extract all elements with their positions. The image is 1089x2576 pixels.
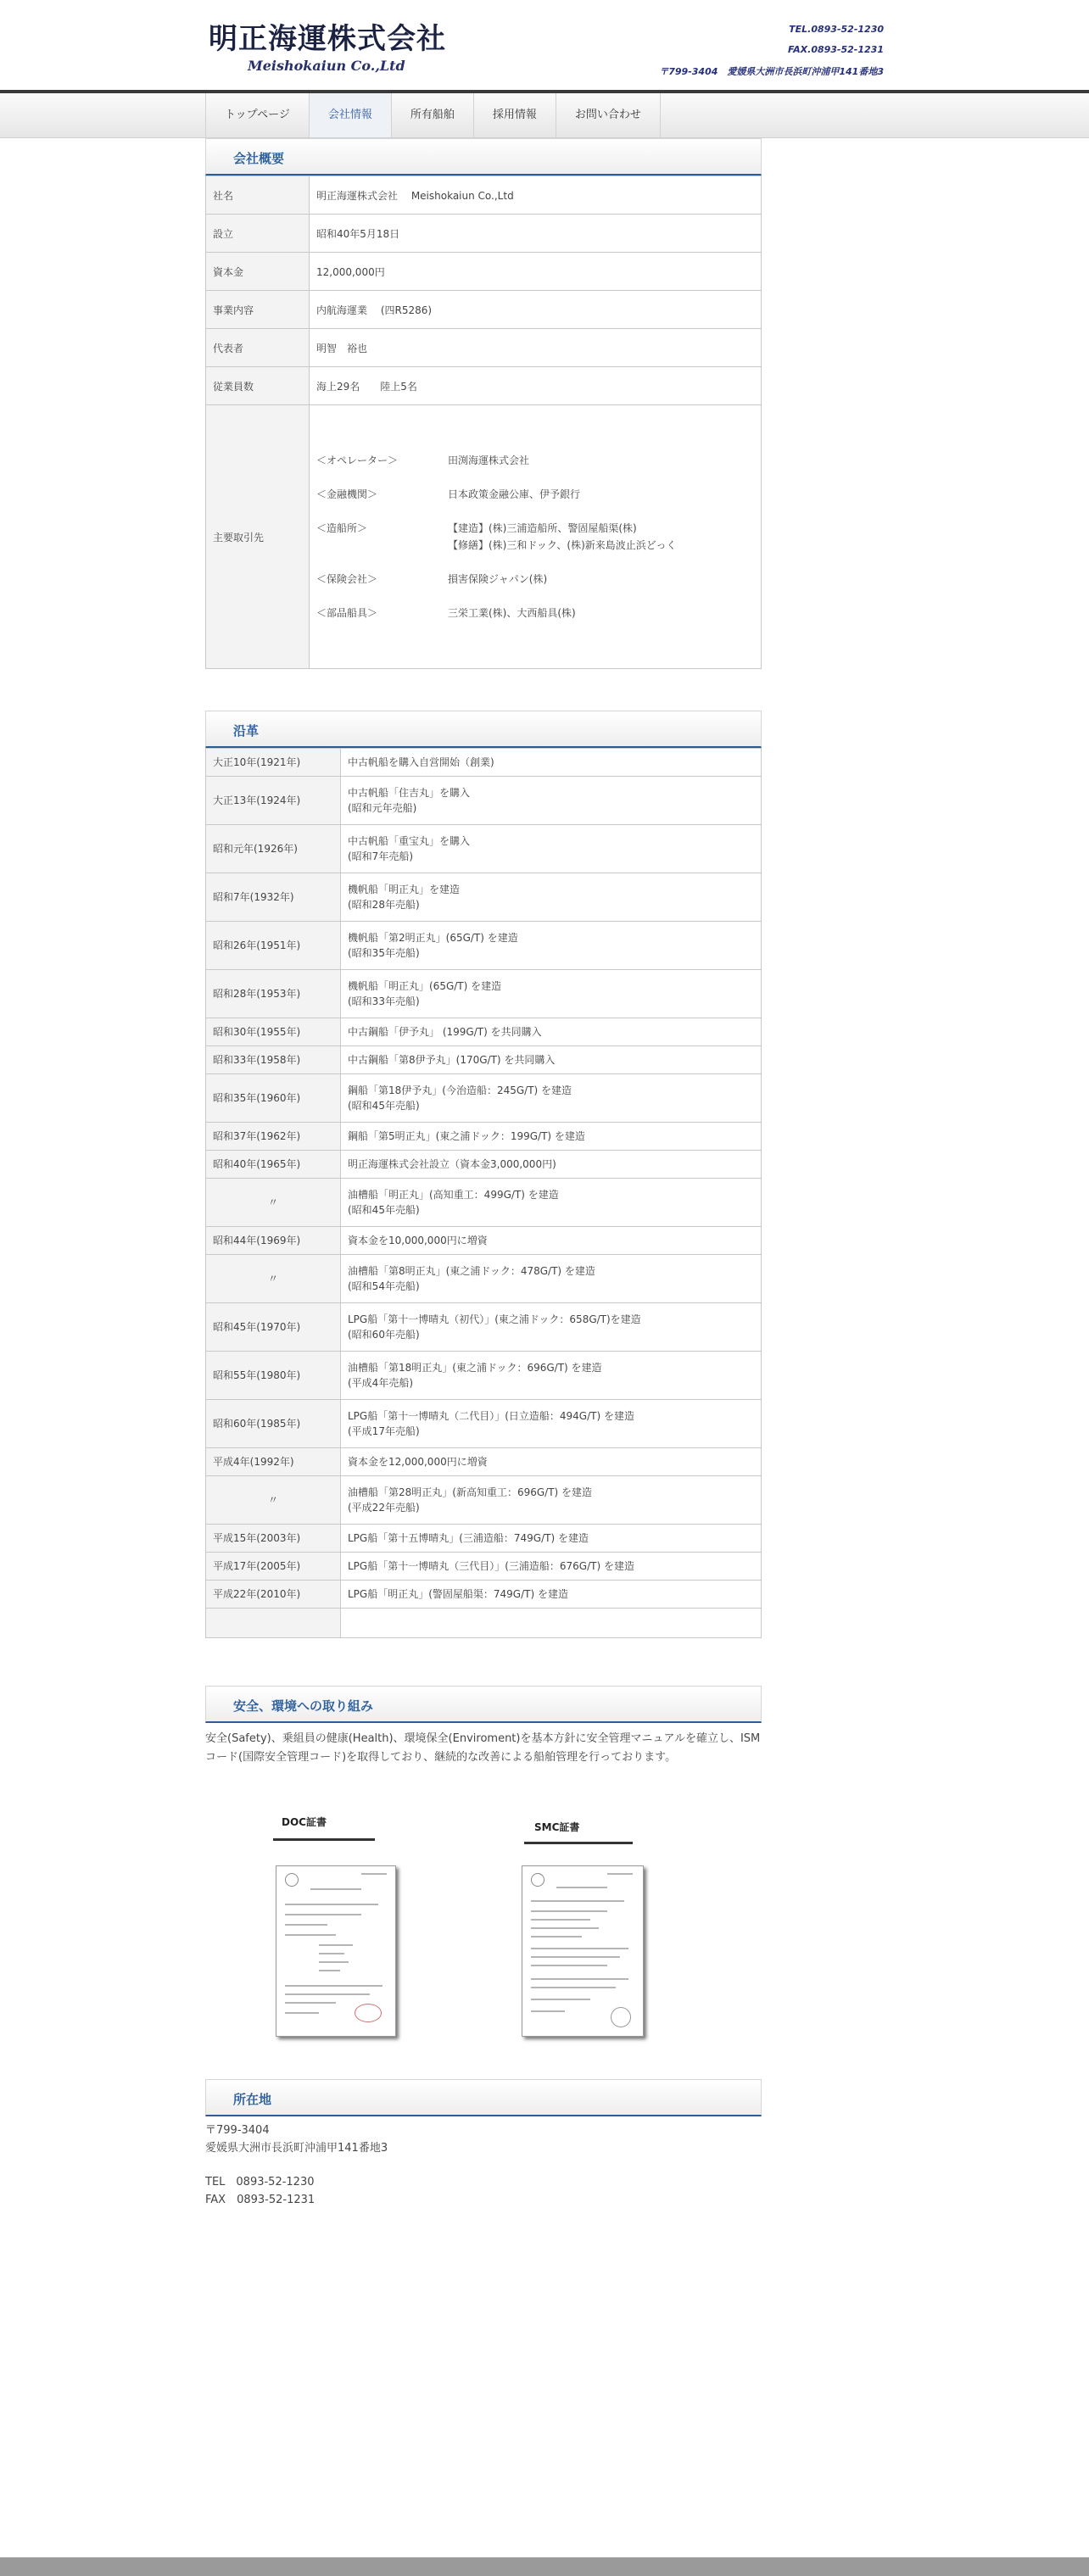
row-value: 海上29名 陸上5名 bbox=[310, 367, 762, 405]
partner-names bbox=[448, 571, 547, 588]
row-label: 資本金 bbox=[206, 253, 310, 291]
history-event bbox=[341, 1448, 762, 1476]
history-year: 〃 bbox=[206, 1255, 341, 1303]
partner-row bbox=[316, 452, 754, 469]
doc-cert-label: DOC証書 bbox=[282, 1816, 327, 1828]
history-year: 昭和26年(1951年) bbox=[206, 922, 341, 970]
history-event-line: 機帆船「明正丸」(65G/T) を建造 bbox=[348, 980, 502, 992]
table-row bbox=[206, 1046, 762, 1074]
history-event-line: LPG船「第十一博晴丸（二代目）」(日立造船：494G/T) を建造 bbox=[348, 1410, 634, 1422]
history-event-line: 油槽船「明正丸」(高知重工：499G/T) を建造 bbox=[348, 1189, 559, 1201]
table-row bbox=[206, 1123, 762, 1151]
row-label: 主要取引先 bbox=[206, 405, 310, 669]
history-event bbox=[341, 1074, 762, 1123]
partner-row bbox=[316, 605, 754, 622]
location-fax: FAX 0893-52-1231 bbox=[205, 2194, 316, 2206]
table-row bbox=[206, 1227, 762, 1255]
partner-name: 田渕海運株式会社 bbox=[448, 454, 530, 466]
partner-category: ＜金融機関＞ bbox=[316, 488, 378, 500]
section-heading-location bbox=[205, 2079, 762, 2116]
doc-certificate-image[interactable] bbox=[276, 1865, 396, 2037]
smc-cert-label: SMC証書 bbox=[534, 1821, 580, 1833]
history-year: 昭和30年(1955年) bbox=[206, 1018, 341, 1046]
section-title: 安全、環境への取り組み bbox=[233, 1698, 374, 1714]
table-row bbox=[206, 367, 762, 405]
safety-text: 安全(Safety)、乗組員の健康(Health)、環境保全(Enviroment)を基本方針に安全管理マニュアルを確立し、ISMコード(国際安全管理コード)を取得しており、継続的な改善による船舶管理を行っております。 bbox=[205, 1732, 761, 1764]
partner-category: ＜オペレーター＞ bbox=[316, 454, 399, 466]
history-event bbox=[341, 873, 762, 922]
row-label: 事業内容 bbox=[206, 291, 310, 329]
history-event-line: LPG船「第十一博晴丸（初代）」(東之浦ドック：658G/T)を建造 bbox=[348, 1313, 641, 1325]
history-year: 昭和元年(1926年) bbox=[206, 825, 341, 873]
history-event-line: (昭和60年売船) bbox=[348, 1329, 420, 1341]
history-event bbox=[341, 749, 762, 777]
history-year: 昭和45年(1970年) bbox=[206, 1303, 341, 1352]
history-year: 平成4年(1992年) bbox=[206, 1448, 341, 1476]
history-event bbox=[341, 1179, 762, 1227]
partners-list bbox=[316, 452, 754, 622]
history-event bbox=[341, 1553, 762, 1581]
table-row bbox=[206, 1448, 762, 1476]
table-row bbox=[206, 1476, 762, 1525]
history-year: 〃 bbox=[206, 1179, 341, 1227]
table-row bbox=[206, 970, 762, 1018]
table-row bbox=[206, 176, 762, 215]
history-year: 大正13年(1924年) bbox=[206, 777, 341, 825]
history-event-line: LPG船「明正丸」(警固屋船渠：749G/T) を建造 bbox=[348, 1588, 568, 1600]
history-year bbox=[206, 1609, 341, 1638]
history-event bbox=[341, 1151, 762, 1179]
history-event-line: 鋼船「第5明正丸」(東之浦ドック：199G/T) を建造 bbox=[348, 1130, 585, 1142]
table-row bbox=[206, 253, 762, 291]
history-year: 平成17年(2005年) bbox=[206, 1553, 341, 1581]
history-year: 昭和28年(1953年) bbox=[206, 970, 341, 1018]
location-postal: 〒799-3404 bbox=[205, 2124, 270, 2137]
table-row bbox=[206, 215, 762, 253]
table-row bbox=[206, 922, 762, 970]
history-event bbox=[341, 922, 762, 970]
history-event-line: 油槽船「第18明正丸」(東之浦ドック：696G/T) を建造 bbox=[348, 1362, 602, 1374]
history-year: 〃 bbox=[206, 1476, 341, 1525]
history-event-line: 鋼船「第18伊予丸」(今治造船：245G/T) を建造 bbox=[348, 1084, 572, 1096]
history-table-wrap bbox=[205, 748, 762, 1638]
table-row bbox=[206, 1553, 762, 1581]
seal-stamp-icon bbox=[355, 2004, 382, 2022]
header-address: 〒799-3404 愛媛県大洲市長浜町沖浦甲141番地3 bbox=[659, 66, 884, 77]
location-block bbox=[205, 2122, 762, 2209]
table-row bbox=[206, 329, 762, 367]
history-event-line: (平成17年売船) bbox=[348, 1425, 420, 1437]
nav-item-top[interactable]: トップページ bbox=[206, 93, 310, 137]
seal-stamp-icon bbox=[611, 2007, 631, 2027]
nav-item-recruit[interactable]: 採用情報 bbox=[474, 93, 556, 137]
table-row bbox=[206, 1303, 762, 1352]
history-event-line: (昭和54年売船) bbox=[348, 1280, 420, 1292]
table-row bbox=[206, 1609, 762, 1638]
table-row bbox=[206, 1581, 762, 1609]
partner-category: ＜部品船具＞ bbox=[316, 607, 378, 619]
smc-cert-underline bbox=[524, 1842, 633, 1844]
history-event bbox=[341, 1525, 762, 1553]
partner-row bbox=[316, 571, 754, 588]
history-event-line: 中古帆船を購入自営開始（創業) bbox=[348, 756, 494, 768]
partner-name: 日本政策金融公庫、伊予銀行 bbox=[448, 488, 581, 500]
history-table bbox=[205, 748, 762, 1638]
table-row bbox=[206, 1179, 762, 1227]
history-year: 昭和60年(1985年) bbox=[206, 1400, 341, 1448]
history-year: 昭和55年(1980年) bbox=[206, 1352, 341, 1400]
section-heading-profile bbox=[205, 138, 762, 176]
history-event bbox=[341, 1352, 762, 1400]
table-row bbox=[206, 777, 762, 825]
history-event-line: 中古鋼船「伊予丸」 (199G/T) を共同購入 bbox=[348, 1026, 542, 1038]
history-event-line: LPG船「第十一博晴丸（三代目）」(三浦造船：676G/T) を建造 bbox=[348, 1560, 634, 1572]
table-row bbox=[206, 405, 762, 669]
history-event-line: (昭和28年売船) bbox=[348, 899, 420, 911]
row-value: 内航海運業 (四R5286) bbox=[310, 291, 762, 329]
history-event bbox=[341, 1581, 762, 1609]
section-heading-safety bbox=[205, 1686, 762, 1723]
section-title: 会社概要 bbox=[233, 151, 285, 166]
history-event bbox=[341, 1046, 762, 1074]
partner-category: ＜造船所＞ bbox=[316, 522, 368, 534]
history-event bbox=[341, 1018, 762, 1046]
header-fax: FAX.0893-52-1231 bbox=[788, 44, 884, 55]
table-row bbox=[206, 873, 762, 922]
partner-row bbox=[316, 520, 754, 554]
history-event-line: (平成4年売船) bbox=[348, 1377, 413, 1389]
history-event-line: 油槽船「第28明正丸」(新高知重工：696G/T) を建造 bbox=[348, 1486, 593, 1498]
partner-category: ＜保険会社＞ bbox=[316, 573, 378, 585]
table-row bbox=[206, 1525, 762, 1553]
history-event bbox=[341, 777, 762, 825]
section-heading-history bbox=[205, 711, 762, 748]
history-event bbox=[341, 1609, 762, 1638]
partners-cell bbox=[310, 405, 762, 669]
table-row bbox=[206, 749, 762, 777]
history-event bbox=[341, 1476, 762, 1525]
row-label: 代表者 bbox=[206, 329, 310, 367]
partner-names bbox=[448, 486, 580, 503]
partner-name: 【建造】(株)三浦造船所、警固屋船渠(株) bbox=[448, 522, 637, 534]
partner-names bbox=[448, 520, 677, 554]
history-event-line: (昭和元年売船) bbox=[348, 802, 417, 814]
location-address: 愛媛県大洲市長浜町沖浦甲141番地3 bbox=[205, 2142, 388, 2155]
partner-name: 損害保険ジャパン(株) bbox=[448, 573, 548, 585]
history-event-line: 機帆船「第2明正丸」(65G/T) を建造 bbox=[348, 932, 518, 944]
history-event-line: 油槽船「第8明正丸」(東之浦ドック：478G/T) を建造 bbox=[348, 1265, 595, 1277]
history-year: 昭和35年(1960年) bbox=[206, 1074, 341, 1123]
history-event-line: 中古帆船「住吉丸」を購入 bbox=[348, 787, 471, 799]
history-event-line: 明正海運株式会社設立（資本金3,000,000円) bbox=[348, 1158, 556, 1170]
partner-name: 【修繕】(株)三和ドック、(株)新来島波止浜どっく bbox=[448, 539, 677, 551]
section-title: 沿革 bbox=[233, 723, 260, 739]
header-tel: TEL.0893-52-1230 bbox=[789, 24, 884, 35]
history-event-line: 機帆船「明正丸」を建造 bbox=[348, 884, 461, 895]
table-row bbox=[206, 1400, 762, 1448]
table-row bbox=[206, 1018, 762, 1046]
nav-item-ships[interactable]: 所有船舶 bbox=[392, 93, 474, 137]
history-year: 平成22年(2010年) bbox=[206, 1581, 341, 1609]
history-event bbox=[341, 1303, 762, 1352]
history-event bbox=[341, 1123, 762, 1151]
smc-certificate-image[interactable] bbox=[522, 1865, 644, 2037]
history-event-line: 中古帆船「重宝丸」を購入 bbox=[348, 835, 471, 847]
table-row bbox=[206, 291, 762, 329]
partner-names bbox=[448, 452, 529, 469]
history-event-line: LPG船「第十五博晴丸」(三浦造船：749G/T) を建造 bbox=[348, 1532, 589, 1544]
history-year: 昭和33年(1958年) bbox=[206, 1046, 341, 1074]
doc-cert-underline bbox=[273, 1838, 375, 1841]
history-year: 昭和40年(1965年) bbox=[206, 1151, 341, 1179]
history-event-line: (昭和35年売船) bbox=[348, 947, 420, 959]
history-event bbox=[341, 1227, 762, 1255]
table-row bbox=[206, 1074, 762, 1123]
row-label: 設立 bbox=[206, 215, 310, 253]
site-logo-japanese[interactable]: 明正海運株式会社 bbox=[209, 22, 446, 56]
profile-table bbox=[205, 176, 762, 669]
row-label: 社名 bbox=[206, 176, 310, 215]
location-tel: TEL 0893-52-1230 bbox=[205, 2176, 315, 2188]
history-year: 昭和7年(1932年) bbox=[206, 873, 341, 922]
history-event-line: 資本金を12,000,000円に増資 bbox=[348, 1456, 488, 1468]
section-title: 所在地 bbox=[233, 2092, 272, 2107]
history-event-line: 中古鋼船「第8伊予丸」(170G/T) を共同購入 bbox=[348, 1054, 556, 1066]
main-nav bbox=[0, 93, 1089, 138]
partner-names bbox=[448, 605, 576, 622]
history-event-line: (昭和45年売船) bbox=[348, 1204, 420, 1216]
history-event-line: (平成22年売船) bbox=[348, 1502, 420, 1514]
emblem-icon bbox=[285, 1873, 299, 1887]
history-event-line: (昭和7年売船) bbox=[348, 850, 413, 862]
history-event-line: (昭和33年売船) bbox=[348, 995, 420, 1007]
table-row bbox=[206, 1151, 762, 1179]
row-value: 昭和40年5月18日 bbox=[310, 215, 762, 253]
history-event bbox=[341, 1255, 762, 1303]
history-year: 昭和44年(1969年) bbox=[206, 1227, 341, 1255]
site-logo-english[interactable]: Meishokaiun Co.,Ltd bbox=[248, 58, 405, 74]
row-label: 従業員数 bbox=[206, 367, 310, 405]
nav-item-contact[interactable]: お問い合わせ bbox=[556, 93, 661, 137]
history-event bbox=[341, 1400, 762, 1448]
nav-item-company[interactable]: 会社情報 bbox=[310, 93, 392, 137]
profile-table-wrap bbox=[205, 176, 762, 669]
partner-name: 三栄工業(株)、大西船具(株) bbox=[448, 607, 576, 619]
table-row bbox=[206, 825, 762, 873]
history-event bbox=[341, 825, 762, 873]
table-row bbox=[206, 1255, 762, 1303]
history-year: 大正10年(1921年) bbox=[206, 749, 341, 777]
emblem-icon bbox=[531, 1873, 544, 1887]
row-value: 12,000,000円 bbox=[310, 253, 762, 291]
history-event-line: (昭和45年売船) bbox=[348, 1100, 420, 1112]
history-event-line: 資本金を10,000,000円に増資 bbox=[348, 1235, 488, 1246]
history-year: 昭和37年(1962年) bbox=[206, 1123, 341, 1151]
row-value: 明智 裕也 bbox=[310, 329, 762, 367]
history-year: 平成15年(2003年) bbox=[206, 1525, 341, 1553]
footer-bar bbox=[0, 2557, 1089, 2576]
row-value: 明正海運株式会社 Meishokaiun Co.,Ltd bbox=[310, 176, 762, 215]
table-row bbox=[206, 1352, 762, 1400]
history-event bbox=[341, 970, 762, 1018]
partner-row bbox=[316, 486, 754, 503]
